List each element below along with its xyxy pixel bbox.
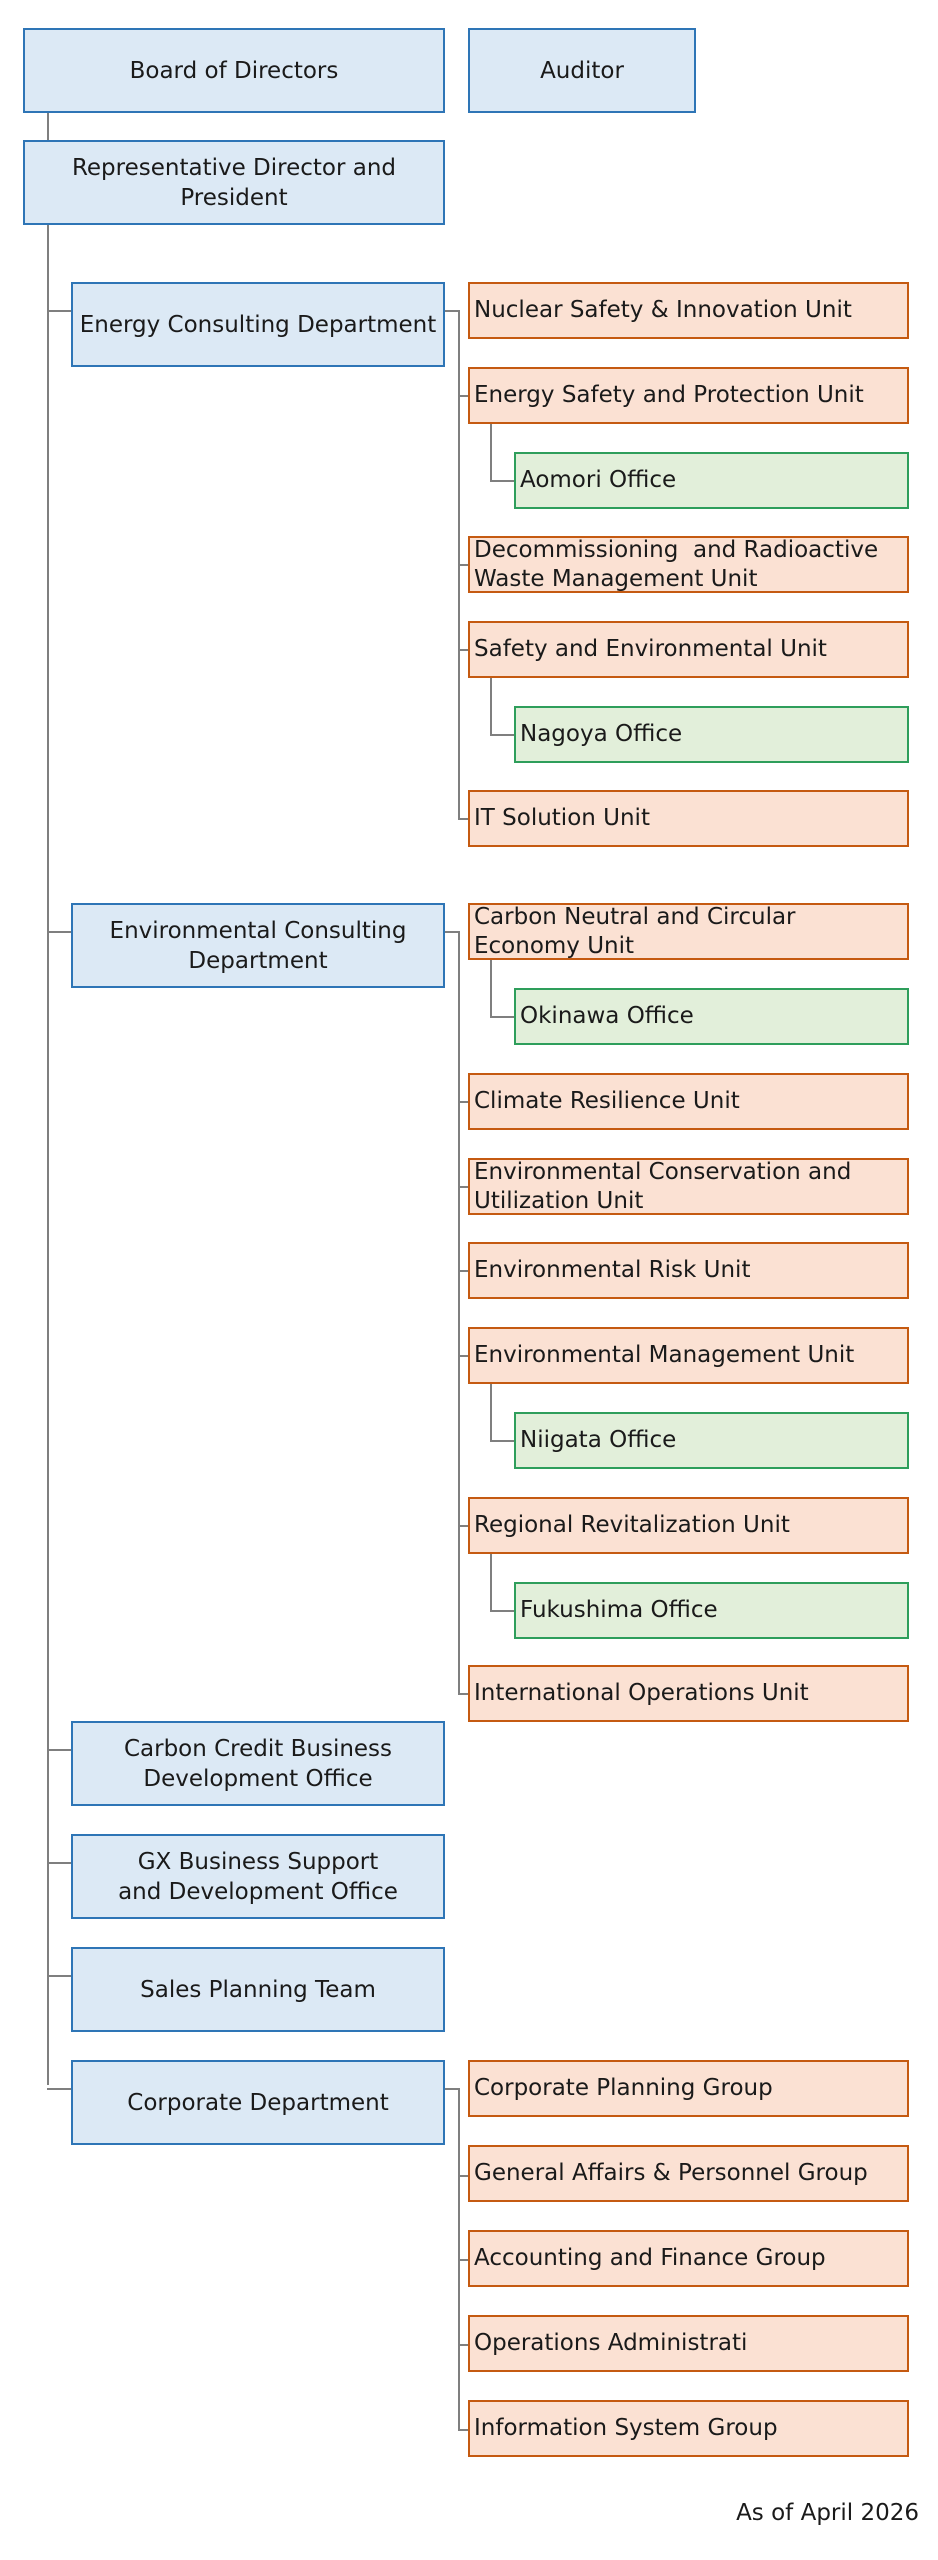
connector-line [47,112,49,141]
as-of-date-footnote: As of April 2026 [736,2500,919,2526]
connector-line [490,423,492,481]
box-label: Carbon Neutral and Circular Economy Unit [474,903,796,959]
box-label: Fukushima Office [520,1597,718,1623]
auditor-box [468,28,696,113]
box-label: Accounting and Finance Group [474,2245,826,2271]
president-box [23,140,445,225]
connector-line [458,1270,468,1272]
connector-line [490,1383,492,1441]
connector-line [443,2088,459,2090]
connector-line [443,931,459,933]
connector-line [458,564,468,566]
connector-line [47,931,72,933]
connector-line [458,1101,468,1103]
office-box-aomori [514,452,909,509]
box-label: Sales Planning Team [140,1976,376,2003]
connector-line [47,1749,72,1751]
corporate-department-box [71,2060,445,2145]
unit-box-regional-revitalization [468,1497,909,1554]
office-box-nagoya [514,706,909,763]
connector-line [458,2429,468,2431]
connector-line [458,2175,468,2177]
connector-line [458,2259,468,2261]
group-box-accounting-finance [468,2230,909,2287]
board-of-directors-box [23,28,445,113]
connector-line [490,1440,514,1442]
connector-line [490,677,492,735]
office-box-niigata [514,1412,909,1469]
connector-line [490,734,514,736]
group-box-corporate-planning [468,2060,909,2117]
box-label: Nuclear Safety & Innovation Unit [474,297,852,323]
unit-box-it-solution [468,790,909,847]
box-label: Carbon Credit Business Development Office [123,1735,393,1792]
box-label: Board of Directors [129,57,339,84]
connector-line [458,649,468,651]
connector-line [490,1610,514,1612]
connector-line [490,1553,492,1611]
box-label: Climate Resilience Unit [474,1088,740,1114]
box-label: International Operations Unit [474,1680,809,1706]
gx-office-box [71,1834,445,1919]
box-label: Energy Consulting Department [79,311,437,338]
box-label: Okinawa Office [520,1003,694,1029]
unit-box-international-operations [468,1665,909,1722]
connector-line [458,1693,468,1695]
group-box-general-affairs [468,2145,909,2202]
box-label: IT Solution Unit [474,805,650,831]
connector-line [47,1975,72,1977]
office-box-okinawa [514,988,909,1045]
unit-box-decommissioning [468,536,909,593]
office-box-fukushima [514,1582,909,1639]
box-label: Environmental Management Unit [474,1342,855,1368]
sales-planning-team-box [71,1947,445,2032]
group-box-operations-administration [468,2315,909,2372]
box-label: Safety and Environmental Unit [474,636,827,662]
connector-line [490,1016,514,1018]
connector-line [458,2344,468,2346]
box-label: Aomori Office [520,467,677,493]
unit-box-carbon-neutral [468,903,909,960]
box-label: Operations Administrati [474,2330,748,2356]
environmental-consulting-department-box [71,903,445,988]
connector-line [458,818,468,820]
connector-line [443,310,459,312]
connector-line [47,2088,72,2090]
box-label: Decommissioning and Radioactive Waste Management Unit [474,536,886,592]
box-label: Nagoya Office [520,721,683,747]
connector-line [47,310,72,312]
group-box-information-system [468,2400,909,2457]
connector-line [47,224,49,2085]
box-label: Environmental Risk Unit [474,1257,751,1283]
connector-line [458,1355,468,1357]
unit-box-environmental-conservation [468,1158,909,1215]
box-label: Corporate Department [127,2089,389,2116]
box-label: Regional Revitalization Unit [474,1512,790,1538]
box-label: Energy Safety and Protection Unit [474,382,864,408]
unit-box-environmental-risk [468,1242,909,1299]
connector-line [458,1186,468,1188]
box-label: Niigata Office [520,1427,677,1453]
connector-line [458,395,468,397]
connector-line [458,931,460,1694]
unit-box-energy-safety [468,367,909,424]
unit-box-environmental-management [468,1327,909,1384]
carbon-credit-office-box [71,1721,445,1806]
unit-box-safety-environmental [468,621,909,678]
unit-box-climate-resilience [468,1073,909,1130]
energy-consulting-department-box [71,282,445,367]
box-label: Environmental Conservation and Utilization Unit [474,1158,852,1214]
connector-line [47,1862,72,1864]
connector-line [490,480,514,482]
box-label: Representative Director and President [71,154,397,211]
connector-line [458,1525,468,1527]
box-label: Corporate Planning Group [474,2075,773,2101]
box-label: Auditor [540,57,624,84]
box-label: Information System Group [474,2415,778,2441]
box-label: General Affairs & Personnel Group [474,2160,868,2186]
box-label: GX Business Support and Development Office [118,1848,398,1905]
unit-box-nuclear-safety [468,282,909,339]
connector-line [490,959,492,1017]
box-label: Environmental Consulting Department [109,917,407,974]
